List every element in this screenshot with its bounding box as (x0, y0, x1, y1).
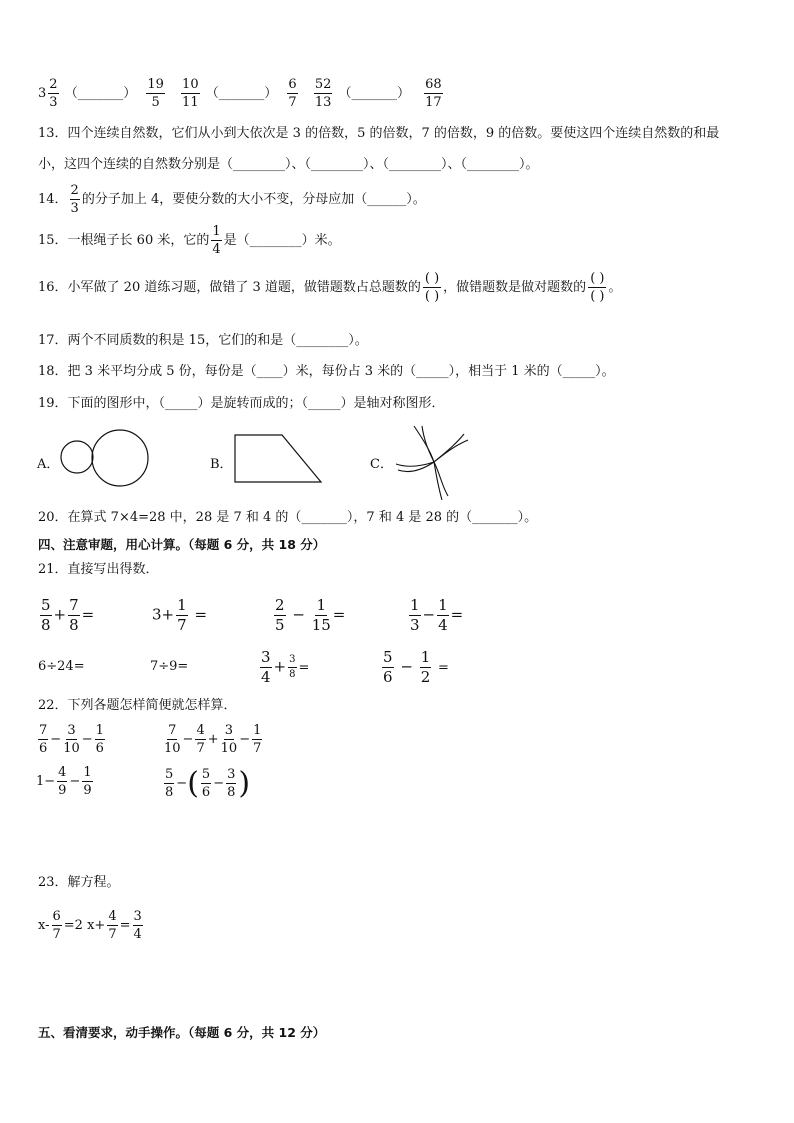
denominator: 7 (253, 741, 262, 756)
fraction (314, 78, 333, 109)
numerator: 1 (177, 596, 187, 614)
fraction (288, 655, 296, 680)
denominator: 11 (182, 95, 199, 110)
fraction (40, 598, 52, 633)
operator: − (292, 605, 305, 624)
fraction (164, 724, 181, 755)
numerator: 2 (275, 596, 285, 614)
denominator: 9 (58, 783, 67, 798)
fraction (252, 724, 262, 755)
answer-fraction-blank[interactable] (588, 272, 606, 303)
operator: − (176, 776, 188, 791)
question-18: 18．把 3 米平均分成 5 份，每份是（____）米，每份占 3 米的（_____），相当于 1 米的（_____）。 (38, 364, 615, 379)
numerator: 6 (52, 909, 61, 924)
numerator: 52 (314, 77, 332, 92)
denominator: 10 (63, 741, 80, 756)
numerator: 19 (147, 77, 164, 92)
question-13-line-2: 小，这四个连续的自然数分别是（________）、（________）、（________）、（________）。 (38, 157, 539, 172)
numerator: 3 (227, 767, 236, 782)
question-text: 16．小军做了 20 道练习题，做错了 3 道题，做错题数占总题数的 (38, 280, 421, 295)
numerator: 3 (67, 723, 76, 738)
fraction (52, 910, 62, 941)
denominator: 7 (177, 616, 187, 634)
denominator: 4 (438, 616, 448, 634)
calc-22-1 (36, 724, 107, 755)
numerator: 1 (316, 596, 326, 614)
denominator: 13 (314, 95, 332, 110)
equals: = (119, 918, 131, 933)
question-22-title: 22．下列各题怎样简便就怎样算． (38, 698, 237, 713)
calc-22-4 (162, 766, 250, 801)
question-text: 。 (608, 280, 622, 295)
question-23-title: 23．解方程。 (38, 875, 120, 890)
answer-blank[interactable]: （_______） (338, 86, 411, 101)
question-20: 20．在算式 7×4=28 中，28 是 7 和 4 的（_______），7 和 4 是 28 的（_______）。 (38, 510, 538, 525)
fraction (437, 598, 449, 633)
numerator: 1 (83, 765, 92, 780)
fraction (82, 766, 92, 797)
numerator: 7 (69, 596, 79, 614)
numerator: 4 (58, 765, 67, 780)
denominator: 3 (70, 201, 79, 216)
fraction (107, 910, 117, 941)
calc-21-8 (380, 650, 449, 685)
question-13-line-1: 13．四个连续自然数，它们从小到大依次是 3 的倍数，5 的倍数，7 的倍数，9 的倍数。要使这四个连续自然数的和最 (38, 126, 720, 141)
operator: − (400, 657, 413, 676)
option-b-trapezoid-figure (232, 432, 326, 486)
fraction (195, 724, 205, 755)
numerator-blank[interactable]: ( ) (424, 271, 440, 286)
equals: = (450, 605, 464, 624)
section-5-title: 五、看清要求，动手操作。（每题 6 分，共 12 分） (38, 1025, 326, 1040)
option-c-pinwheel-figure (392, 420, 474, 502)
calc-21-2 (152, 598, 207, 633)
numerator: 1 (95, 723, 104, 738)
fraction (38, 724, 48, 755)
operator: − (182, 732, 194, 747)
fraction (409, 598, 421, 633)
denominator-blank[interactable]: ( ) (424, 289, 440, 304)
fraction (48, 78, 58, 109)
equation-23-1 (38, 910, 145, 941)
whole-number: 3+ (152, 605, 175, 624)
numerator: 5 (165, 767, 174, 782)
numerator: 5 (383, 648, 393, 666)
question-text: 的分子加上 4，要使分数的大小不变，分母应加（______）。 (81, 192, 426, 207)
numerator: 1 (212, 224, 221, 239)
numerator: 10 (182, 77, 199, 92)
calc-21-1 (38, 598, 94, 633)
calc-22-2 (162, 724, 264, 755)
denominator: 8 (165, 785, 174, 800)
question-19: 19．下面的图形中，（_____）是旋转而成的；（_____）是轴对称图形． (38, 396, 445, 411)
denominator: 8 (289, 669, 296, 680)
fraction (201, 768, 211, 799)
fraction (133, 910, 143, 941)
denominator: 8 (41, 616, 51, 634)
numerator: 5 (201, 767, 211, 782)
denominator: 4 (261, 668, 271, 686)
denominator: 10 (220, 741, 238, 756)
calc-21-5: 6÷24= (38, 659, 85, 674)
operator: − (69, 774, 81, 789)
numerator: 6 (288, 77, 297, 92)
denominator-blank[interactable]: ( ) (590, 289, 605, 304)
equals: = (298, 660, 310, 676)
answer-blank[interactable]: （_______） (64, 86, 137, 101)
denominator: 4 (212, 242, 221, 257)
question-17: 17．两个不同质数的积是 15，它们的和是（________）。 (38, 333, 368, 348)
numerator-blank[interactable]: ( ) (590, 271, 605, 286)
numerator: 1 (438, 596, 448, 614)
numerator: 7 (168, 723, 177, 738)
denominator: 5 (275, 616, 285, 634)
whole-number: 3 (38, 86, 47, 101)
option-b-label: B． (210, 457, 233, 472)
fraction (68, 598, 80, 633)
fraction (63, 724, 80, 755)
left-paren: ( (187, 766, 199, 801)
question-14 (38, 184, 426, 215)
leading-term: 1− (36, 774, 56, 789)
denominator: 7 (288, 95, 297, 110)
question-text: 15．一根绳子长 60 米，它的 (38, 233, 210, 248)
fraction (382, 650, 394, 685)
numerator: 1 (410, 596, 420, 614)
fraction (312, 598, 331, 633)
numerator: 4 (108, 909, 117, 924)
numerator: 3 (261, 648, 271, 666)
denominator: 17 (425, 95, 442, 110)
fraction (70, 184, 80, 215)
denominator: 5 (151, 95, 160, 110)
equation-middle: =2 x+ (63, 918, 106, 933)
fraction (176, 598, 188, 633)
operator: − (213, 776, 225, 791)
operator: − (422, 605, 436, 624)
question-text: 是（________）米。 (223, 233, 341, 248)
fraction (287, 78, 297, 109)
operator: − (50, 732, 62, 747)
denominator: 6 (383, 668, 393, 686)
equals: = (332, 605, 346, 624)
denominator: 3 (49, 95, 58, 110)
fraction (95, 724, 105, 755)
calc-21-3 (272, 598, 345, 633)
operator: + (53, 605, 67, 624)
numerator: 3 (288, 655, 296, 668)
option-c-label: C． (370, 457, 393, 472)
fraction (221, 724, 238, 755)
numerator: 1 (253, 723, 262, 738)
option-a-circles-figure (58, 428, 154, 488)
numerator: 2 (49, 77, 58, 92)
numerator: 4 (196, 723, 205, 738)
denominator: 3 (410, 616, 420, 634)
operator: + (273, 657, 287, 676)
answer-blank[interactable]: （_______） (205, 86, 278, 101)
numerator: 2 (70, 183, 79, 198)
top-fraction-row (38, 78, 445, 109)
numerator: 68 (425, 77, 442, 92)
numerator: 7 (39, 723, 48, 738)
denominator: 8 (69, 616, 79, 634)
fraction (226, 768, 236, 799)
answer-fraction-blank[interactable] (423, 272, 441, 303)
question-text: ，做错题数是做对题数的 (443, 280, 587, 295)
question-16 (38, 272, 621, 303)
operator: − (81, 732, 93, 747)
calc-21-6: 7÷9= (150, 659, 189, 674)
fraction (146, 78, 165, 109)
denominator: 9 (83, 783, 92, 798)
denominator: 7 (196, 741, 205, 756)
denominator: 15 (311, 616, 331, 634)
calc-21-7 (258, 650, 309, 685)
equals: = (194, 605, 208, 624)
numerator: 3 (133, 909, 142, 924)
denominator: 6 (95, 741, 104, 756)
equals: = (438, 660, 449, 676)
fraction (164, 768, 174, 799)
fraction (274, 598, 286, 633)
operator: − (239, 732, 251, 747)
calc-21-4 (407, 598, 463, 633)
question-15 (38, 225, 341, 256)
numerator: 3 (224, 723, 234, 738)
denominator: 7 (52, 927, 61, 942)
equals: = (81, 605, 95, 624)
denominator: 8 (227, 785, 236, 800)
fraction (260, 650, 272, 685)
numerator: 1 (420, 648, 431, 666)
fraction (211, 225, 221, 256)
denominator: 6 (201, 785, 211, 800)
numerator: 5 (41, 596, 51, 614)
section-4-title: 四、注意审题，用心计算。（每题 6 分，共 18 分） (38, 537, 326, 552)
question-number: 14． (38, 192, 68, 207)
denominator: 4 (133, 927, 142, 942)
denominator: 2 (420, 668, 431, 686)
denominator: 6 (39, 741, 48, 756)
calc-22-3 (36, 766, 95, 797)
fraction (424, 78, 443, 109)
right-paren: ) (238, 766, 251, 801)
denominator: 10 (164, 741, 181, 756)
leading-term: x- (38, 918, 50, 933)
fraction (420, 650, 432, 685)
fraction (57, 766, 67, 797)
option-a-label: A． (37, 457, 60, 472)
denominator: 7 (108, 927, 117, 942)
question-21-title: 21．直接写出得数． (38, 562, 159, 577)
operator: + (207, 732, 219, 747)
fraction (181, 78, 200, 109)
